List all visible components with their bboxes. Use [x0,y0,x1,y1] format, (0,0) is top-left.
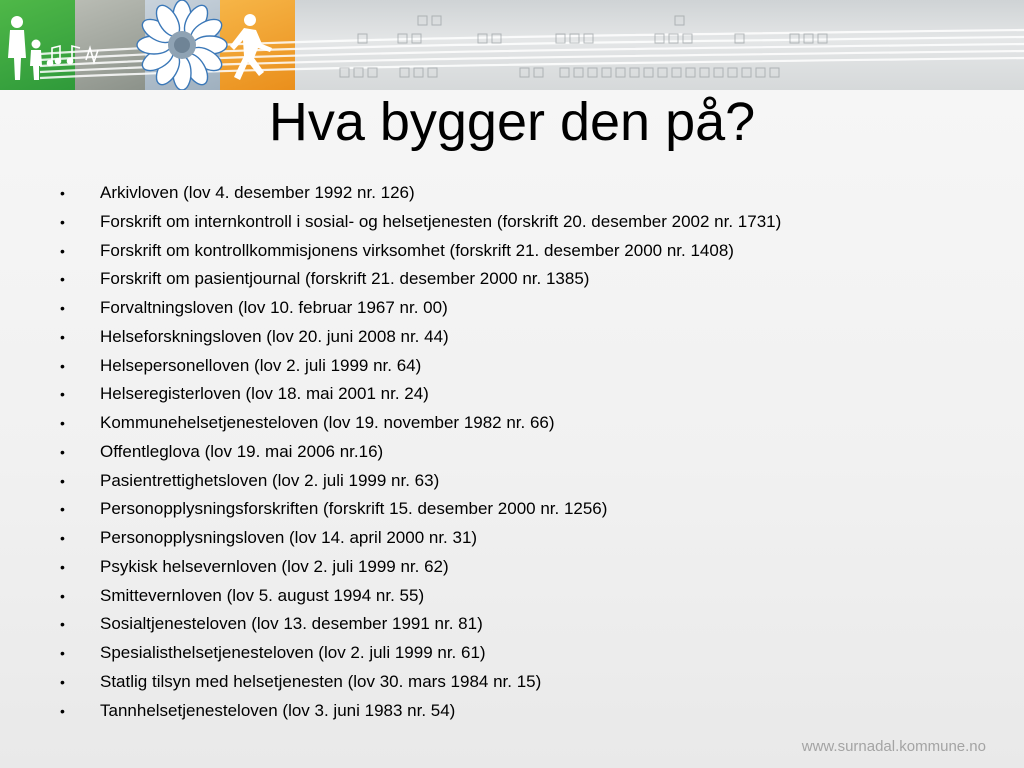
bullet-icon: • [60,242,65,259]
bullet-icon: • [60,558,65,575]
list-item [60,409,781,438]
list-item-text: Smittevernloven (lov 5. august 1994 nr. 55) [100,585,425,605]
bullet-icon: • [60,702,65,719]
list-item [60,265,781,294]
law-bullet-list [60,179,781,725]
list-item-text: Statlig tilsyn med helsetjenesten (lov 30. mars 1984 nr. 15) [100,671,542,691]
list-item [60,438,781,467]
bullet-icon: • [60,443,65,460]
list-item [60,697,781,726]
list-item-text: Forvaltningsloven (lov 10. februar 1967 nr. 00) [100,298,448,317]
bullet-icon: • [60,300,65,316]
list-item [60,179,781,208]
bullet-icon: • [60,328,65,345]
bullet-icon: • [60,472,65,489]
list-item-text: Kommunehelsetjenesteloven (lov 19. november 1982 nr. 66) [100,413,555,432]
list-item-text: Personopplysningsforskriften (forskrift 15. desember 2000 nr. 1256) [100,499,608,519]
list-item-text: Personopplysningsloven (lov 14. april 2000 nr. 31) [100,528,478,547]
list-item [60,237,781,266]
banner-artwork [0,0,1024,90]
bullet-icon: • [60,386,65,403]
list-item [60,352,781,381]
bullet-icon: • [60,501,65,518]
list-item-text: Forskrift om internkontroll i sosial- og helsetjenesten (forskrift 20. desember 2002 nr. 1731) [100,211,782,231]
slide-title: Hva bygger den på? [268,92,756,152]
bullet-icon: • [60,357,65,374]
list-item [60,524,781,553]
bullet-icon: • [60,530,65,546]
list-item-text: Forskrift om kontrollkommisjonens virksomhet (forskrift 21. desember 2000 nr. 1408) [100,240,734,260]
family-figures-icon [8,16,42,80]
list-item [60,208,781,237]
footer-url: www.surnadal.kommune.no [801,738,986,755]
bullet-icon: • [60,271,65,288]
list-item-text: Helseforskningsloven (lov 20. juni 2008 nr. 44) [100,326,449,346]
bullet-icon: • [60,587,65,604]
list-item-text: Sosialtjenesteloven (lov 13. desember 1991 nr. 81) [100,614,483,634]
list-item [60,495,781,524]
header-banner [0,0,1024,90]
list-item-text: Forskrift om pasientjournal (forskrift 21. desember 2000 nr. 1385) [100,269,590,289]
list-item [60,323,781,352]
bullet-icon: • [60,213,65,230]
list-item-text: Arkivloven (lov 4. desember 1992 nr. 126) [100,183,415,202]
list-item-text: Helsepersonelloven (lov 2. juli 1999 nr. 64) [100,355,422,375]
list-item [60,639,781,668]
bullet-icon: • [60,645,65,661]
list-item [60,467,781,496]
bullet-icon: • [60,185,65,201]
sun-flower-icon [137,0,227,90]
list-item-text: Pasientrettighetsloven (lov 2. juli 1999 nr. 63) [100,470,440,490]
list-item [60,610,781,639]
list-item [60,294,781,323]
list-item-text: Tannhelsetjenesteloven (lov 3. juni 1983 nr. 54) [100,700,456,720]
bullet-icon: • [60,415,65,431]
list-item-text: Spesialisthelsetjenesteloven (lov 2. juli 1999 nr. 61) [100,643,486,662]
list-item-text: Helseregisterloven (lov 18. mai 2001 nr. 24) [100,384,429,404]
bullet-icon: • [60,616,65,633]
bullet-icon: • [60,673,65,690]
list-item [60,668,781,697]
list-item-text: Offentleglova (lov 19. mai 2006 nr.16) [100,441,384,461]
list-item [60,553,781,582]
list-item-text: Psykisk helsevernloven (lov 2. juli 1999 nr. 62) [100,556,449,576]
list-item [60,380,781,409]
list-item [60,582,781,611]
